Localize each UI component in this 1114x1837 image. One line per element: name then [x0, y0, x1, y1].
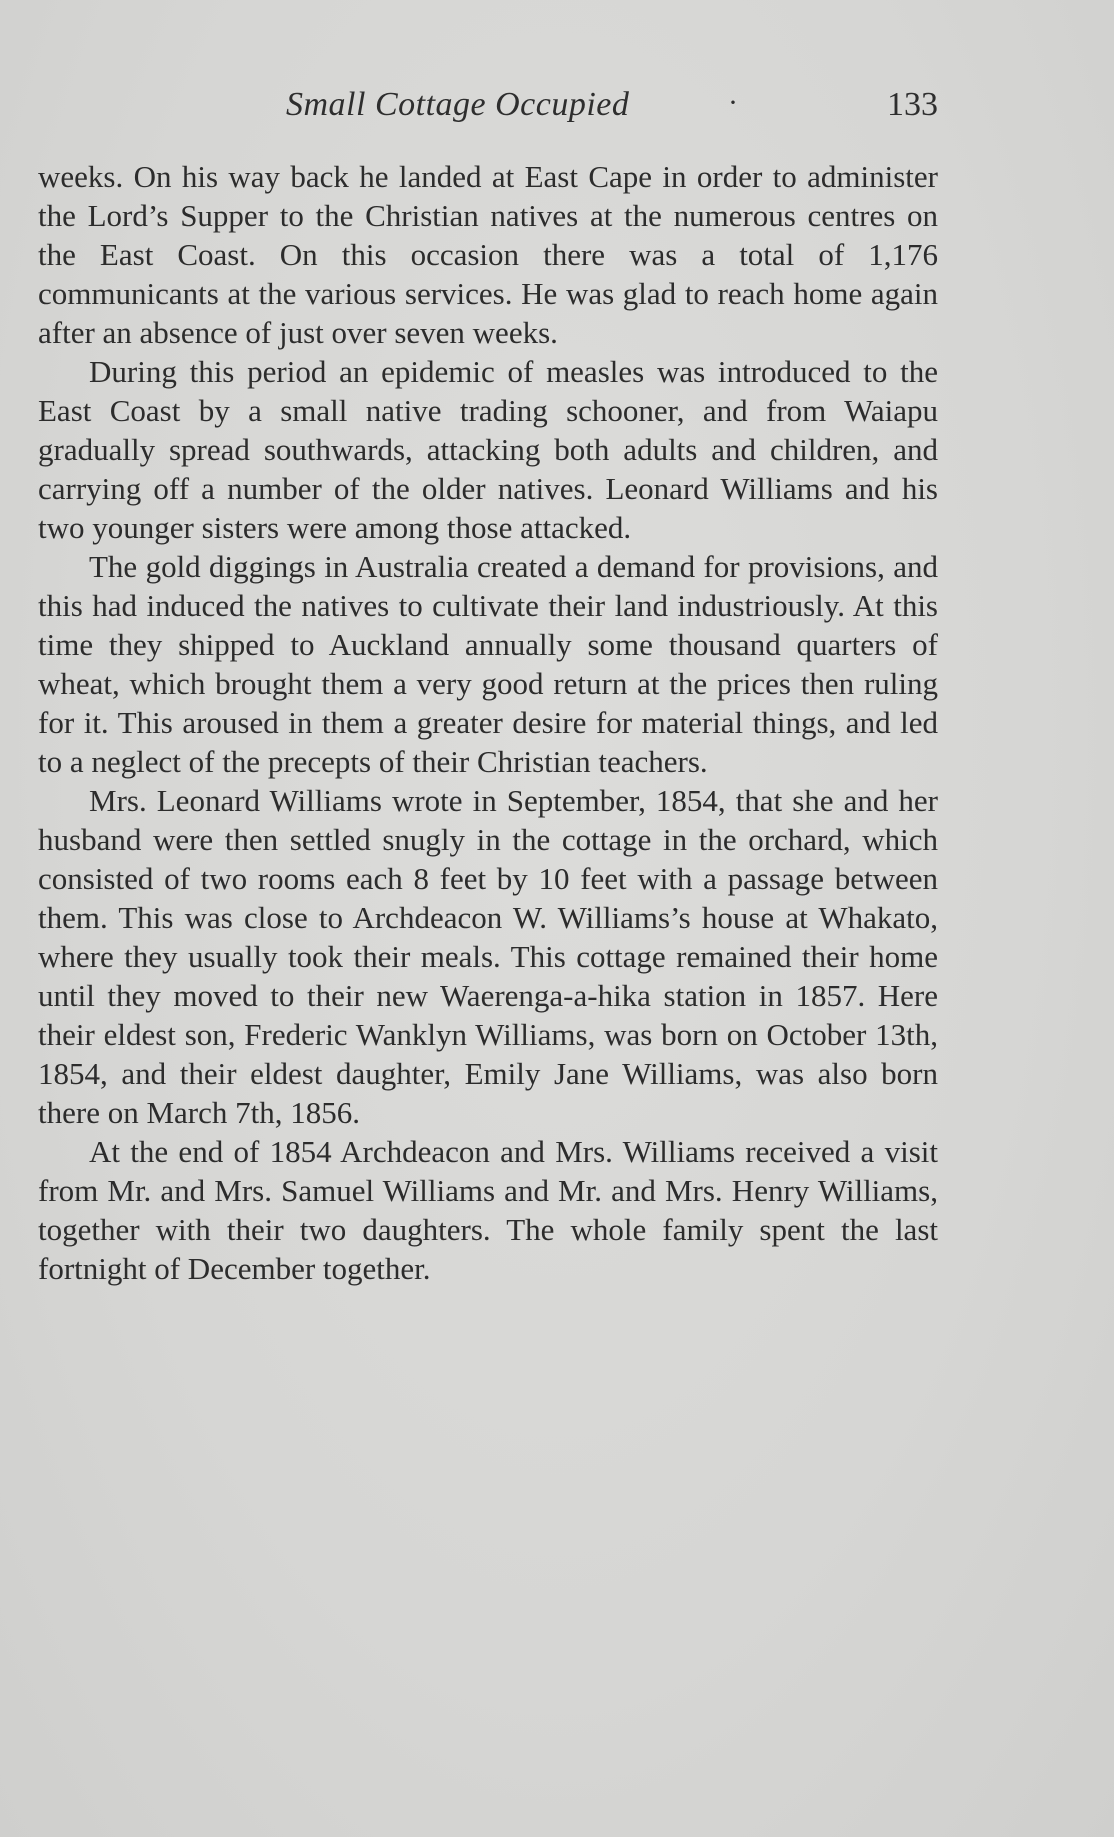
body-text — [38, 157, 938, 1288]
paragraph-3: The gold diggings in Australia created a demand for provisions, and this had induced the natives to cultivate their land industriously. At this time they shipped to Auckland annually some thousand quarters of wheat, which brought them a very good return at the prices then ruling for it. This aroused in them a greater desire for material things, and led to a neglect of the precepts of their Christian teachers. — [38, 549, 938, 779]
paragraph-5: At the end of 1854 Archdeacon and Mrs. Williams received a visit from Mr. and Mrs. Samuel Williams and Mr. and Mrs. Henry Williams, together with their two daughters. The whole family spent the last fortnight of December together. — [38, 1134, 938, 1286]
paragraph-2: During this period an epidemic of measles was introduced to the East Coast by a small native trading schooner, and from Waiapu gradually spread southwards, attacking both adults and children, and carrying off a number of the older natives. Leonard Williams and his two younger sisters were among those attacked. — [38, 354, 938, 545]
running-title: Small Cottage Occupied — [286, 86, 630, 123]
page-number: 133 — [887, 86, 938, 123]
paragraph-4: Mrs. Leonard Williams wrote in September, 1854, that she and her husband were then settled snugly in the cottage in the orchard, which consisted of two rooms each 8 feet by 10 feet with a passage between them. This was close to Archdeacon W. Williams’s house at Whakato, where they usually took their meals. This cottage remained their home until they moved to their new Waerenga-a-hika station in 1857. Here their eldest son, Frederic Wanklyn Williams, was born on October 13th, 1854, and their eldest daughter, Emily Jane Williams, was also born there on March 7th, 1856. — [38, 783, 938, 1130]
header-separator: · — [728, 86, 738, 119]
page-header — [38, 86, 938, 136]
paragraph-1: weeks. On his way back he landed at East Cape in order to administer the Lord’s Supper to the Christian natives at the numerous centres on the East Coast. On this occasion there was a total of 1,176 communicants at the various services. He was glad to reach home again after an absence of just over seven weeks. — [38, 159, 938, 350]
